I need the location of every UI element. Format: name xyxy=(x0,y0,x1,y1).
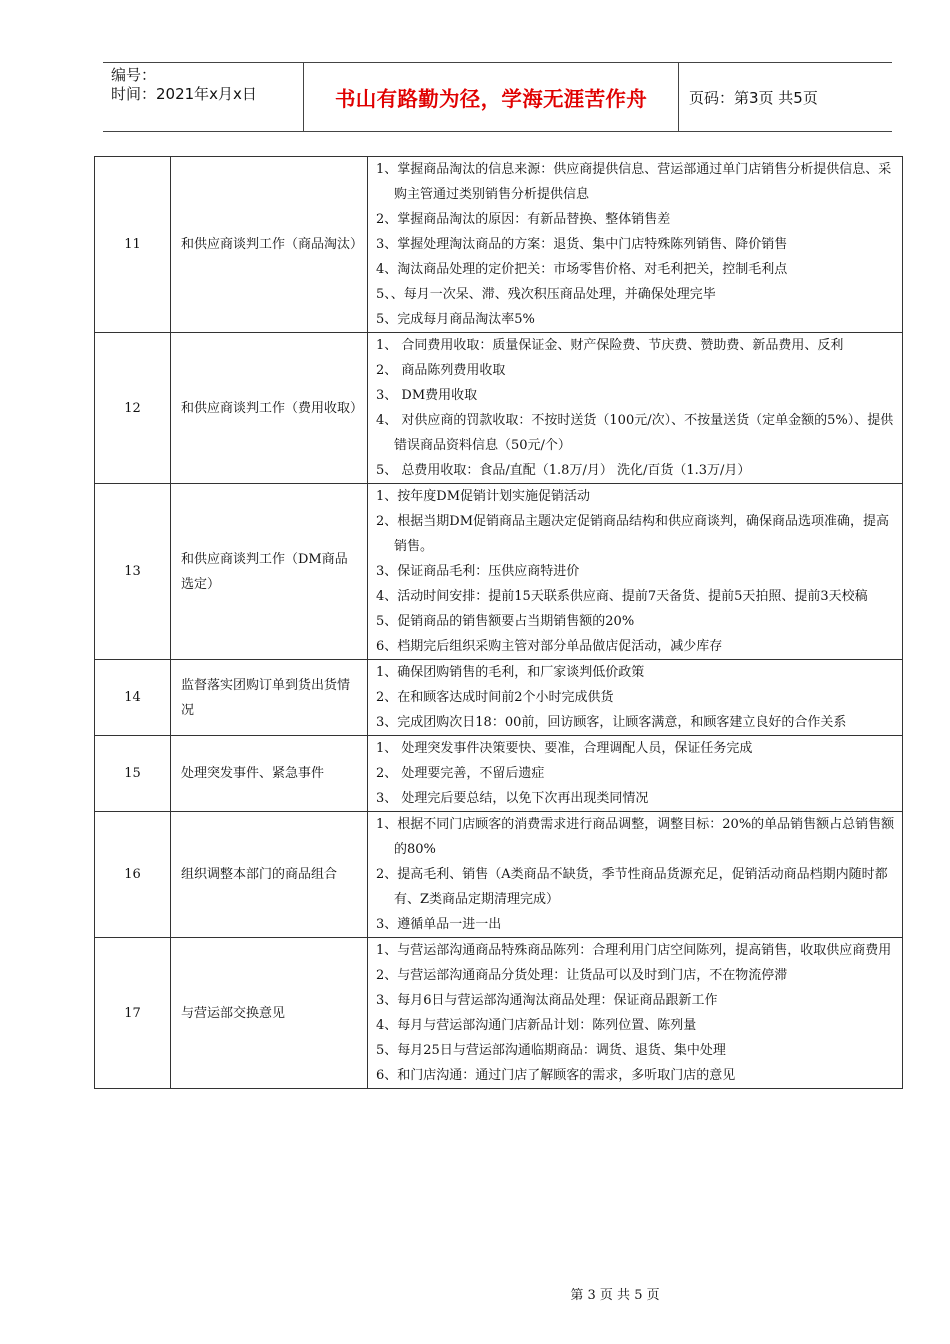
task-title: 组织调整本部门的商品组合 xyxy=(171,812,368,938)
detail-item: 1、掌握商品淘汰的信息来源：供应商提供信息、营运部通过单门店销售分析提供信息、采购主管通过类别销售分析提供信息 xyxy=(376,162,892,202)
task-details xyxy=(368,484,903,660)
detail-item: 2、与营运部沟通商品分货处理：让货品可以及时到门店，不在物流停滞 xyxy=(376,968,788,983)
page-footer xyxy=(0,1284,950,1303)
detail-item: 6、和门店沟通：通过门店了解顾客的需求，多听取门店的意见 xyxy=(376,1068,736,1083)
table-row xyxy=(95,736,903,812)
detail-item: 3、完成团购次日18：00前，回访顾客，让顾客满意，和顾客建立良好的合作关系 xyxy=(376,715,847,730)
task-title: 处理突发事件、紧急事件 xyxy=(171,736,368,812)
header-page-cell xyxy=(679,63,892,131)
row-number: 16 xyxy=(95,812,171,938)
detail-item: 5、促销商品的销售额要占当期销售额的20% xyxy=(376,614,635,629)
task-title: 和供应商谈判工作（费用收取） xyxy=(171,333,368,484)
detail-item: 5、每月25日与营运部沟通临期商品：调货、退货、集中处理 xyxy=(376,1043,726,1058)
detail-item: 4、每月与营运部沟通门店新品计划：陈列位置、陈列量 xyxy=(376,1018,697,1033)
detail-item: 5、 总费用收取：食品/直配（1.8万/月） 洗化/百货（1.3万/月） xyxy=(376,463,751,478)
detail-item: 3、掌握处理淘汰商品的方案：退货、集中门店特殊陈列销售、降价销售 xyxy=(376,237,788,252)
table-row xyxy=(95,812,903,938)
table-row xyxy=(95,333,903,484)
footer-page-number: 第 3 页 共 5 页 xyxy=(570,1288,660,1303)
row-number: 15 xyxy=(95,736,171,812)
detail-item: 2、 处理要完善，不留后遗症 xyxy=(376,766,545,781)
table-row xyxy=(95,484,903,660)
detail-item: 4、 对供应商的罚款收取：不按时送货（100元/次）、不按量送货（定单金额的5%）、提供错误商品资料信息（50元/个） xyxy=(376,413,894,453)
duty-table xyxy=(94,156,903,1089)
detail-item: 1、 合同费用收取：质量保证金、财产保险费、节庆费、赞助费、新品费用、反利 xyxy=(376,338,844,353)
header-page-info: 页码：第3页 共5页 xyxy=(689,88,818,107)
task-details xyxy=(368,660,903,736)
duty-table-body xyxy=(95,157,903,1089)
row-number: 17 xyxy=(95,938,171,1089)
task-title: 与营运部交换意见 xyxy=(171,938,368,1089)
detail-item: 4、活动时间安排：提前15天联系供应商、提前7天备货、提前5天拍照、提前3天校稿 xyxy=(376,589,868,604)
detail-item: 1、与营运部沟通商品特殊商品陈列：合理利用门店空间陈列，提高销售，收取供应商费用 xyxy=(376,943,892,958)
table-row xyxy=(95,660,903,736)
header-motto: 书山有路勤为径，学海无涯苦作舟 xyxy=(335,87,647,111)
document-date: 时间：2021年x月x日 xyxy=(111,85,257,103)
task-details xyxy=(368,157,903,333)
task-details xyxy=(368,812,903,938)
task-details xyxy=(368,736,903,812)
detail-item: 6、档期完后组织采购主管对部分单品做店促活动，减少库存 xyxy=(376,639,723,654)
detail-item: 1、根据不同门店顾客的消费需求进行商品调整，调整目标：20%的单品销售额占总销售额的80% xyxy=(376,817,895,857)
document-number: 编号： xyxy=(111,66,157,84)
detail-item: 3、 DM费用收取 xyxy=(376,388,478,403)
detail-item: 1、 处理突发事件决策要快、要准，合理调配人员，保证任务完成 xyxy=(376,741,753,756)
task-title: 和供应商谈判工作（商品淘汰） xyxy=(171,157,368,333)
detail-item: 3、遵循单品一进一出 xyxy=(376,917,502,932)
row-number: 11 xyxy=(95,157,171,333)
header-motto-cell xyxy=(303,63,679,131)
task-title: 监督落实团购订单到货出货情况 xyxy=(171,660,368,736)
detail-item: 1、确保团购销售的毛利，和厂家谈判低价政策 xyxy=(376,665,645,680)
task-title: 和供应商谈判工作（DM商品选定） xyxy=(171,484,368,660)
row-number: 14 xyxy=(95,660,171,736)
detail-item: 3、保证商品毛利：压供应商特进价 xyxy=(376,564,580,579)
detail-item: 2、根据当期DM促销商品主题决定促销商品结构和供应商谈判，确保商品选项准确，提高销售。 xyxy=(376,514,890,554)
task-details xyxy=(368,333,903,484)
detail-item: 5、、每月一次呆、滞、残次积压商品处理，并确保处理完毕 xyxy=(376,287,716,302)
detail-item: 1、按年度DM促销计划实施促销活动 xyxy=(376,489,591,504)
detail-item: 3、每月6日与营运部沟通淘汰商品处理：保证商品跟新工作 xyxy=(376,993,718,1008)
row-number: 12 xyxy=(95,333,171,484)
task-details xyxy=(368,938,903,1089)
detail-item: 2、 商品陈列费用收取 xyxy=(376,363,506,378)
detail-item: 2、在和顾客达成时间前2个小时完成供货 xyxy=(376,690,614,705)
detail-item: 5、完成每月商品淘汰率5% xyxy=(376,312,535,327)
detail-item: 2、提高毛利、销售（A类商品不缺货，季节性商品货源充足，促销活动商品档期内随时都有、Z类商品定期清理完成） xyxy=(376,867,888,907)
page-header xyxy=(103,62,892,132)
table-row xyxy=(95,157,903,333)
row-number: 13 xyxy=(95,484,171,660)
header-meta xyxy=(103,63,303,131)
detail-item: 3、 处理完后要总结，以免下次再出现类同情况 xyxy=(376,791,649,806)
table-row xyxy=(95,938,903,1089)
detail-item: 4、淘汰商品处理的定价把关：市场零售价格、对毛利把关，控制毛利点 xyxy=(376,262,788,277)
detail-item: 2、掌握商品淘汰的原因：有新品替换、整体销售差 xyxy=(376,212,671,227)
